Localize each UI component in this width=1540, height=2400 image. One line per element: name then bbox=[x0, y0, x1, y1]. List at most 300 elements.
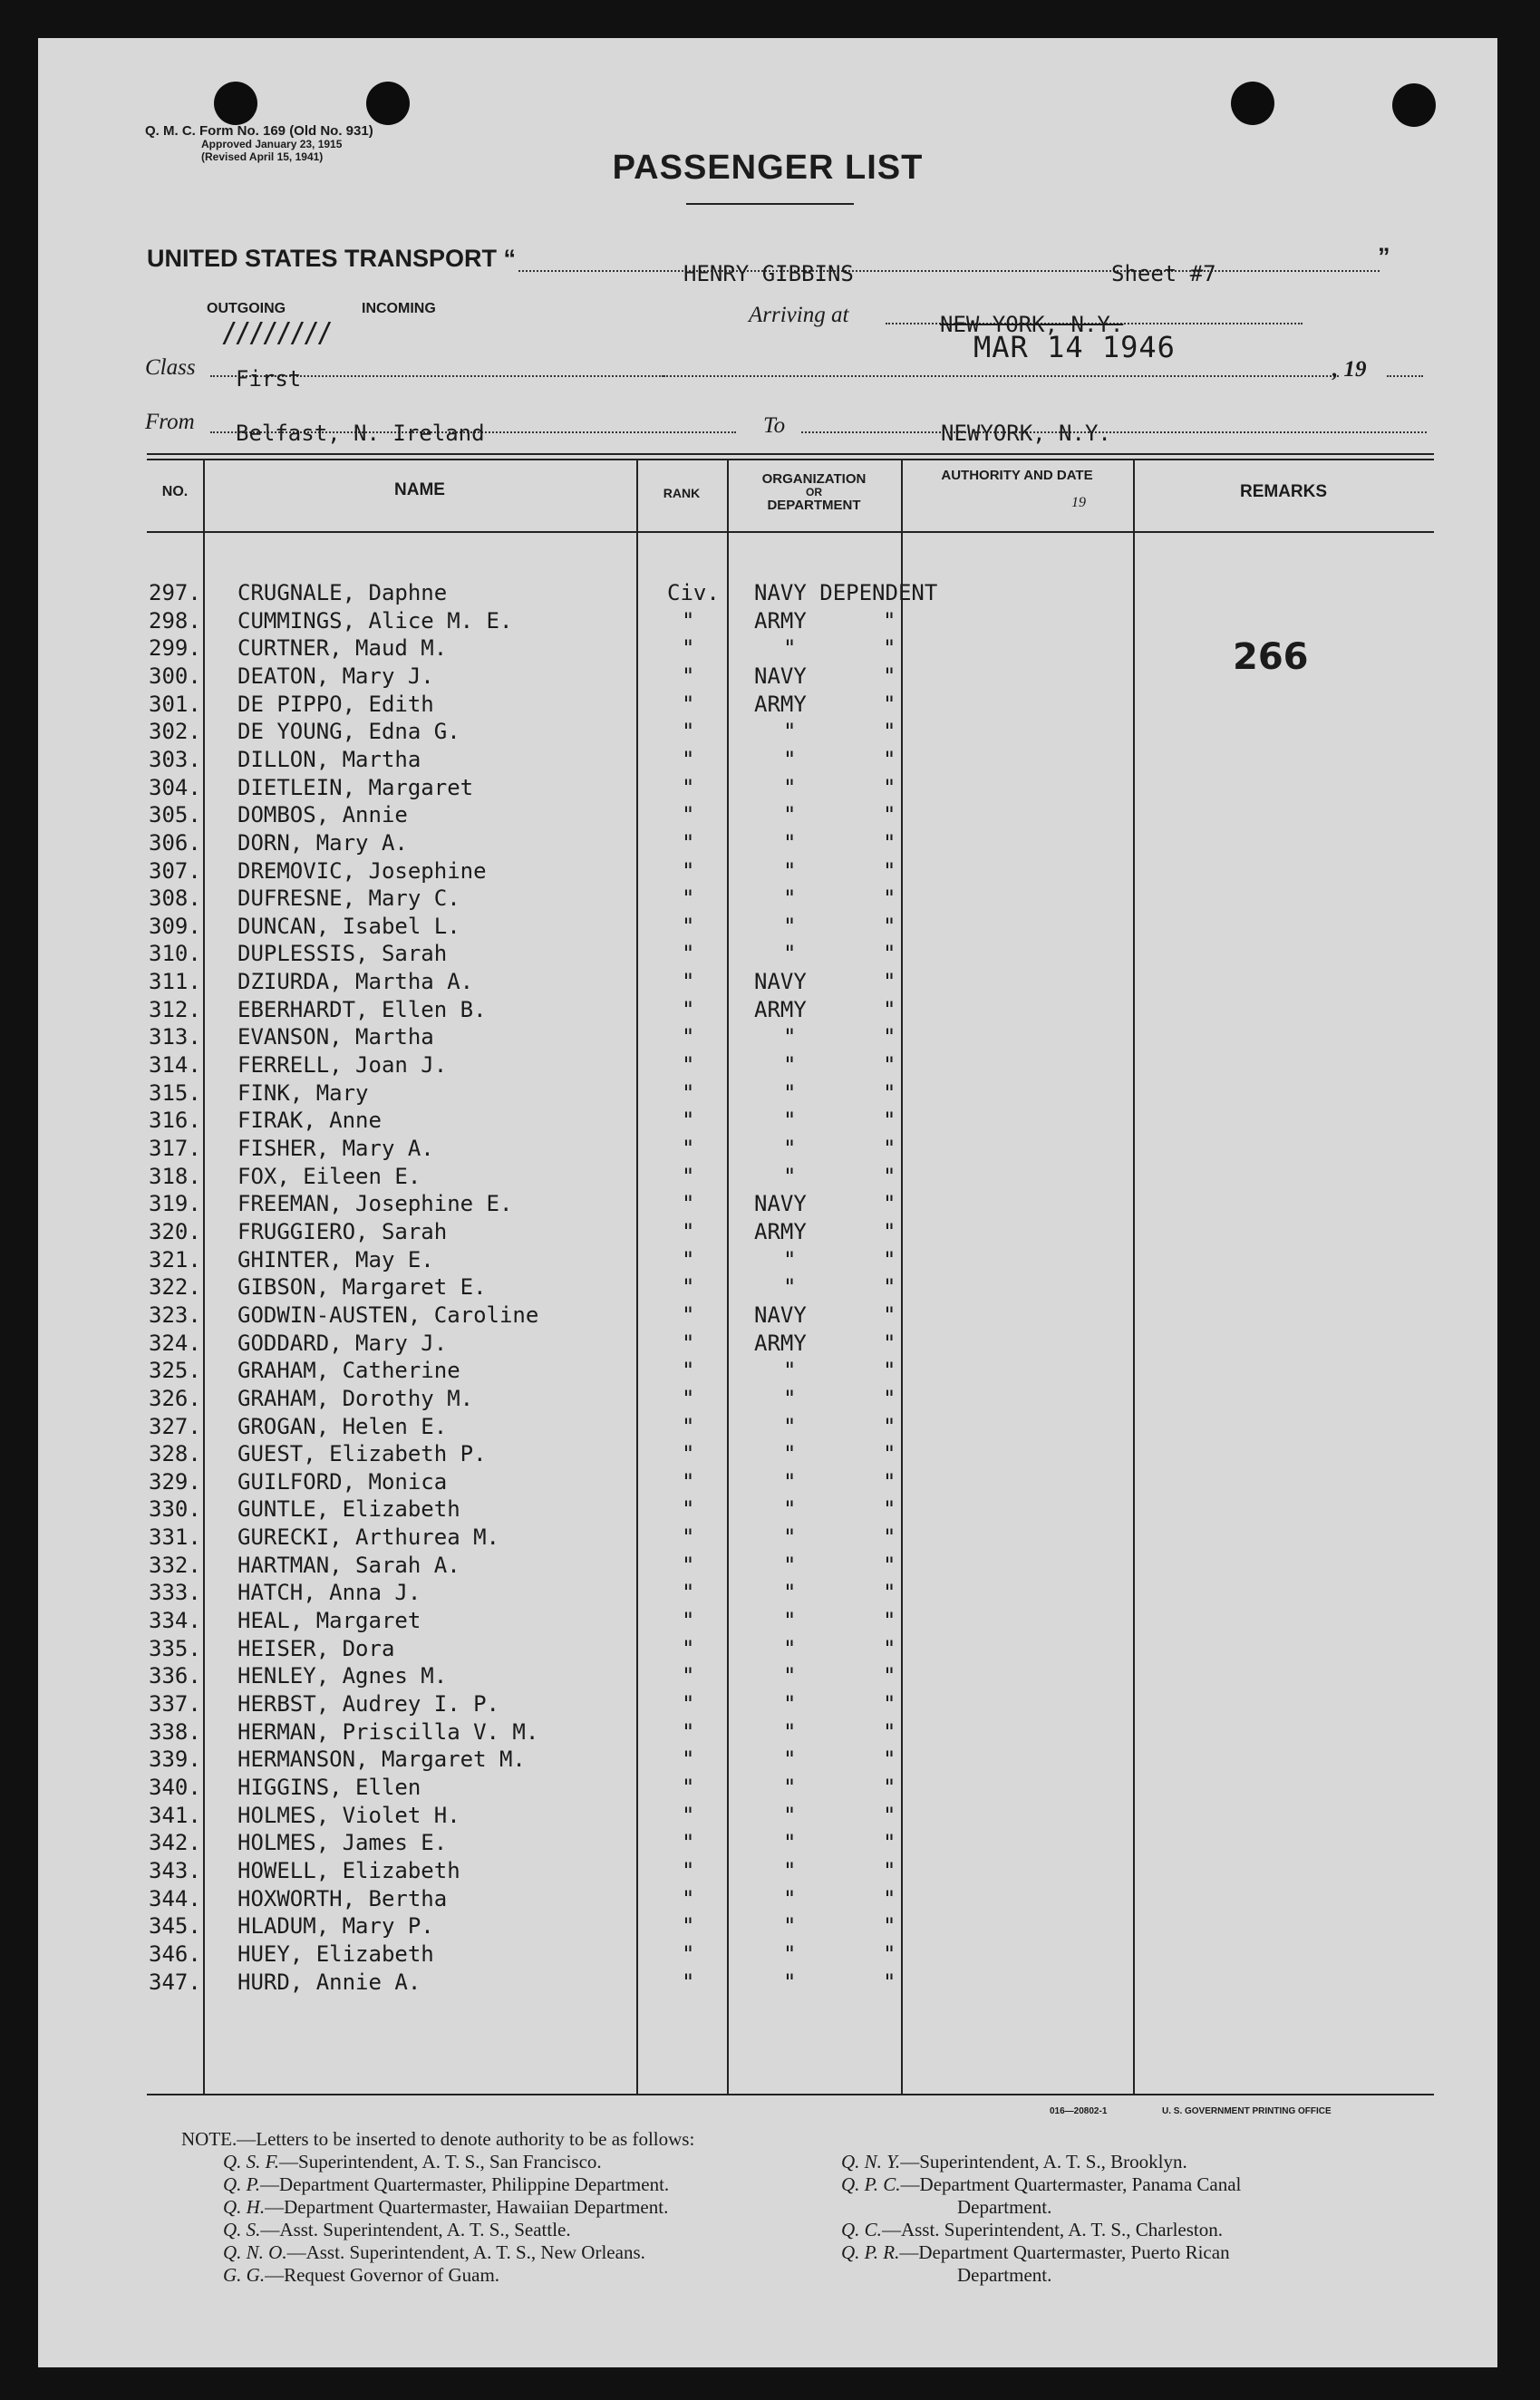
passenger-authority: " bbox=[883, 1830, 896, 1856]
table-row bbox=[38, 1191, 1497, 1218]
table-row bbox=[38, 1331, 1497, 1358]
passenger-rank: " bbox=[682, 746, 695, 772]
passenger-organization: " bbox=[783, 829, 797, 856]
passenger-number: 309. bbox=[149, 913, 201, 939]
table-header-rule bbox=[147, 531, 1434, 533]
table-row bbox=[38, 1219, 1497, 1246]
passenger-organization: " bbox=[783, 1885, 797, 1911]
col-header-name: NAME bbox=[394, 480, 445, 499]
passenger-organization: " bbox=[783, 802, 797, 828]
table-row bbox=[38, 1358, 1497, 1385]
passenger-number: 321. bbox=[149, 1246, 201, 1273]
passenger-number: 336. bbox=[149, 1663, 201, 1689]
passenger-organization: ARMY bbox=[754, 1330, 807, 1356]
passenger-number: 344. bbox=[149, 1885, 201, 1911]
passenger-number: 331. bbox=[149, 1524, 201, 1551]
passenger-organization: NAVY bbox=[754, 969, 807, 995]
col-header-rank: RANK bbox=[663, 486, 701, 500]
passenger-organization: " bbox=[783, 941, 797, 967]
passenger-name: HLADUM, Mary P. bbox=[237, 1913, 434, 1940]
date-dotted-line bbox=[663, 375, 1339, 377]
passenger-number: 329. bbox=[149, 1468, 201, 1495]
passenger-rank: " bbox=[682, 941, 695, 967]
passenger-rank: " bbox=[682, 1747, 695, 1773]
passenger-organization: NAVY DEPENDENT bbox=[754, 580, 938, 605]
passenger-rank: " bbox=[682, 829, 695, 856]
table-row bbox=[38, 1469, 1497, 1496]
note-code: Q. S. F. bbox=[223, 2151, 280, 2173]
note-text: —Department Quartermaster, Panama Canal bbox=[900, 2173, 1242, 2195]
remarks-sheet-count: 266 bbox=[1233, 636, 1309, 678]
passenger-authority: " bbox=[883, 857, 896, 884]
passenger-authority: " bbox=[883, 1608, 896, 1634]
passenger-organization: NAVY bbox=[754, 1302, 807, 1328]
passenger-number: 345. bbox=[149, 1913, 201, 1940]
passenger-authority: " bbox=[883, 607, 896, 634]
passenger-authority: " bbox=[883, 1496, 896, 1523]
from-value: Belfast, N. Ireland bbox=[236, 421, 485, 446]
passenger-authority: " bbox=[883, 1191, 896, 1217]
passenger-rank: " bbox=[682, 691, 695, 717]
passenger-rank: " bbox=[682, 802, 695, 828]
passenger-authority: " bbox=[883, 774, 896, 800]
title-underline bbox=[686, 203, 854, 205]
passenger-rank: Civ. bbox=[667, 580, 720, 605]
passenger-name: HOLMES, Violet H. bbox=[237, 1802, 460, 1828]
passenger-number: 334. bbox=[149, 1608, 201, 1634]
col-header-authority: AUTHORITY AND DATE bbox=[941, 468, 1093, 483]
passenger-name: HATCH, Anna J. bbox=[237, 1580, 421, 1606]
passenger-authority: " bbox=[883, 1246, 896, 1273]
col-header-org-line1: ORGANIZATION bbox=[761, 471, 867, 487]
passenger-number: 324. bbox=[149, 1330, 201, 1356]
table-row bbox=[38, 747, 1497, 774]
transport-close-quote: ” bbox=[1378, 243, 1390, 270]
passenger-rank: " bbox=[682, 1052, 695, 1079]
passenger-organization: " bbox=[783, 1024, 797, 1050]
passenger-authority: " bbox=[883, 1552, 896, 1578]
passenger-organization: " bbox=[783, 1136, 797, 1161]
passenger-name: HERBST, Audrey I. P. bbox=[237, 1691, 499, 1717]
col-header-authority-year: 19 bbox=[1071, 495, 1086, 510]
passenger-organization: " bbox=[783, 719, 797, 745]
passenger-rank: " bbox=[682, 913, 695, 939]
passenger-authority: " bbox=[883, 1079, 896, 1106]
table-row bbox=[38, 1441, 1497, 1468]
passenger-name: HERMANSON, Margaret M. bbox=[237, 1747, 526, 1773]
table-row bbox=[38, 914, 1497, 941]
table-row bbox=[38, 1663, 1497, 1690]
passenger-rank: " bbox=[682, 1358, 695, 1384]
table-row bbox=[38, 885, 1497, 913]
passenger-organization: " bbox=[783, 1663, 797, 1689]
passenger-name: DE YOUNG, Edna G. bbox=[237, 719, 460, 745]
note-line bbox=[223, 2173, 669, 2196]
table-row bbox=[38, 635, 1497, 663]
col-header-organization bbox=[727, 471, 901, 513]
table-row bbox=[38, 1414, 1497, 1441]
passenger-number: 301. bbox=[149, 691, 201, 717]
table-row bbox=[38, 663, 1497, 691]
passenger-number: 320. bbox=[149, 1218, 201, 1244]
note-code: Q. P. R. bbox=[841, 2241, 900, 2263]
passenger-rank: " bbox=[682, 969, 695, 995]
note-text: —Asst. Superintendent, A. T. S., New Orleans. bbox=[286, 2241, 645, 2263]
year-label: , 19 bbox=[1332, 357, 1367, 382]
transport-label: UNITED STATES TRANSPORT “ bbox=[147, 245, 517, 272]
passenger-organization: " bbox=[783, 1079, 797, 1106]
passenger-name: GURECKI, Arthurea M. bbox=[237, 1524, 499, 1551]
passenger-authority: " bbox=[883, 1385, 896, 1411]
passenger-rank: " bbox=[682, 1830, 695, 1856]
passenger-number: 318. bbox=[149, 1163, 201, 1189]
passenger-rank: " bbox=[682, 1552, 695, 1578]
passenger-name: DIETLEIN, Margaret bbox=[237, 774, 474, 800]
passenger-number: 305. bbox=[149, 802, 201, 828]
passenger-number: 300. bbox=[149, 663, 201, 689]
passenger-authority: " bbox=[883, 996, 896, 1022]
passenger-rank: " bbox=[682, 1718, 695, 1745]
table-row bbox=[38, 1024, 1497, 1051]
passenger-organization: " bbox=[783, 1441, 797, 1467]
passenger-number: 307. bbox=[149, 857, 201, 884]
passenger-organization: " bbox=[783, 635, 797, 662]
passenger-name: CRUGNALE, Daphne bbox=[237, 580, 448, 605]
passenger-number: 347. bbox=[149, 1969, 201, 1995]
passenger-organization: " bbox=[783, 1718, 797, 1745]
table-row bbox=[38, 692, 1497, 719]
form-number: Q. M. C. Form No. 169 (Old No. 931) bbox=[145, 123, 373, 139]
table-row bbox=[38, 1164, 1497, 1191]
punch-hole bbox=[366, 82, 410, 125]
note-line bbox=[841, 2219, 1241, 2241]
passenger-organization: " bbox=[783, 1246, 797, 1273]
passenger-number: 341. bbox=[149, 1802, 201, 1828]
passenger-number: 299. bbox=[149, 635, 201, 662]
passenger-name: GODDARD, Mary J. bbox=[237, 1330, 448, 1356]
passenger-name: HIGGINS, Ellen bbox=[237, 1774, 421, 1800]
passenger-name: DORN, Mary A. bbox=[237, 829, 408, 856]
table-row bbox=[38, 1803, 1497, 1830]
table-row bbox=[38, 580, 1497, 607]
passenger-organization: " bbox=[783, 1802, 797, 1828]
passenger-rank: " bbox=[682, 719, 695, 745]
passenger-organization: " bbox=[783, 1468, 797, 1495]
passenger-organization: " bbox=[783, 1913, 797, 1940]
table-row bbox=[38, 830, 1497, 857]
passenger-name: HEISER, Dora bbox=[237, 1635, 395, 1661]
passenger-rank: " bbox=[682, 1913, 695, 1940]
note-code: Q. N. Y. bbox=[841, 2151, 901, 2173]
passenger-number: 346. bbox=[149, 1940, 201, 1967]
passenger-organization: ARMY bbox=[754, 996, 807, 1022]
passenger-organization: " bbox=[783, 1830, 797, 1856]
passenger-name: HEAL, Margaret bbox=[237, 1608, 421, 1634]
passenger-authority: " bbox=[883, 1747, 896, 1773]
table-row bbox=[38, 969, 1497, 996]
passenger-name: GROGAN, Helen E. bbox=[237, 1413, 448, 1439]
passenger-rank: " bbox=[682, 1191, 695, 1217]
passenger-organization: " bbox=[783, 1274, 797, 1301]
passenger-name: DILLON, Martha bbox=[237, 746, 421, 772]
passenger-authority: " bbox=[883, 802, 896, 828]
passenger-rank: " bbox=[682, 635, 695, 662]
passenger-name: HOLMES, James E. bbox=[237, 1830, 448, 1856]
passenger-rank: " bbox=[682, 1969, 695, 1995]
table-row bbox=[38, 1553, 1497, 1580]
note-line bbox=[223, 2219, 669, 2241]
passenger-name: EBERHARDT, Ellen B. bbox=[237, 996, 487, 1022]
transport-name: HENRY GIBBINS bbox=[683, 261, 854, 286]
class-value: First bbox=[236, 366, 302, 392]
passenger-name: DREMOVIC, Josephine bbox=[237, 857, 487, 884]
passenger-rank: " bbox=[682, 1635, 695, 1661]
passenger-number: 303. bbox=[149, 746, 201, 772]
transport-dotted-line bbox=[518, 270, 1380, 272]
passenger-authority: " bbox=[883, 1913, 896, 1940]
table-row bbox=[38, 941, 1497, 968]
passenger-number: 338. bbox=[149, 1718, 201, 1745]
table-row bbox=[38, 1747, 1497, 1774]
passenger-organization: " bbox=[783, 1635, 797, 1661]
passenger-rank: " bbox=[682, 1802, 695, 1828]
table-row bbox=[38, 1719, 1497, 1747]
passenger-authority: " bbox=[883, 1691, 896, 1717]
passenger-name: HOXWORTH, Bertha bbox=[237, 1885, 448, 1911]
passenger-authority: " bbox=[883, 1580, 896, 1606]
table-row bbox=[38, 1080, 1497, 1108]
table-row bbox=[38, 1580, 1497, 1607]
note-intro: NOTE.—Letters to be inserted to denote authority to be as follows: bbox=[181, 2128, 695, 2150]
to-value: NEWYORK, N.Y. bbox=[941, 421, 1111, 446]
passenger-name: HENLEY, Agnes M. bbox=[237, 1663, 448, 1689]
passenger-number: 298. bbox=[149, 607, 201, 634]
passenger-number: 342. bbox=[149, 1830, 201, 1856]
col-header-org-line3: DEPARTMENT bbox=[767, 498, 861, 513]
passenger-authority: " bbox=[883, 1136, 896, 1161]
table-row bbox=[38, 1108, 1497, 1135]
passenger-number: 319. bbox=[149, 1191, 201, 1217]
col-header-no: NO. bbox=[161, 484, 189, 499]
passenger-rank: " bbox=[682, 1246, 695, 1273]
passenger-rank: " bbox=[682, 1608, 695, 1634]
passenger-rank: " bbox=[682, 1274, 695, 1301]
passenger-organization: " bbox=[783, 1774, 797, 1800]
passenger-authority: " bbox=[883, 1274, 896, 1301]
note-line bbox=[223, 2151, 669, 2173]
passenger-organization: " bbox=[783, 913, 797, 939]
passenger-authority: " bbox=[883, 1052, 896, 1079]
passenger-authority: " bbox=[883, 885, 896, 912]
passenger-authority: " bbox=[883, 1441, 896, 1467]
outgoing-label: OUTGOING bbox=[207, 301, 286, 316]
passenger-authority: " bbox=[883, 635, 896, 662]
passenger-organization: " bbox=[783, 1108, 797, 1134]
passenger-name: GUEST, Elizabeth P. bbox=[237, 1441, 487, 1467]
table-row bbox=[38, 1386, 1497, 1413]
passenger-rank: " bbox=[682, 1302, 695, 1328]
passenger-name: CUMMINGS, Alice M. E. bbox=[237, 607, 513, 634]
passenger-organization: " bbox=[783, 1358, 797, 1384]
passenger-name: DZIURDA, Martha A. bbox=[237, 969, 474, 995]
passenger-name: FERRELL, Joan J. bbox=[237, 1052, 448, 1079]
passenger-number: 313. bbox=[149, 1024, 201, 1050]
table-row bbox=[38, 1496, 1497, 1524]
passenger-rank: " bbox=[682, 1385, 695, 1411]
passenger-rank: " bbox=[682, 1524, 695, 1551]
table-row bbox=[38, 1969, 1497, 1997]
table-row bbox=[38, 1691, 1497, 1718]
passenger-organization: " bbox=[783, 1747, 797, 1773]
passenger-number: 302. bbox=[149, 719, 201, 745]
passenger-name: DE PIPPO, Edith bbox=[237, 691, 434, 717]
passenger-name: HUEY, Elizabeth bbox=[237, 1940, 434, 1967]
table-row bbox=[38, 719, 1497, 746]
punch-hole bbox=[1392, 83, 1436, 127]
passenger-rank: " bbox=[682, 996, 695, 1022]
form-revised: (Revised April 15, 1941) bbox=[201, 150, 324, 163]
passenger-name: HOWELL, Elizabeth bbox=[237, 1857, 460, 1883]
passenger-authority: " bbox=[883, 1302, 896, 1328]
passenger-rank: " bbox=[682, 1441, 695, 1467]
passenger-organization: " bbox=[783, 1940, 797, 1967]
passenger-authority: " bbox=[883, 1024, 896, 1050]
passenger-name: FOX, Eileen E. bbox=[237, 1163, 421, 1189]
passenger-number: 343. bbox=[149, 1857, 201, 1883]
passenger-number: 304. bbox=[149, 774, 201, 800]
passenger-number: 340. bbox=[149, 1774, 201, 1800]
passenger-authority: " bbox=[883, 1163, 896, 1189]
passenger-authority: " bbox=[883, 1774, 896, 1800]
from-label: From bbox=[145, 410, 195, 434]
passenger-name: HURD, Annie A. bbox=[237, 1969, 421, 1995]
passenger-authority: " bbox=[883, 1718, 896, 1745]
passenger-number: 316. bbox=[149, 1108, 201, 1134]
passenger-organization: " bbox=[783, 746, 797, 772]
passenger-name: GIBSON, Margaret E. bbox=[237, 1274, 487, 1301]
col-header-org-line2: OR bbox=[806, 486, 822, 498]
passenger-organization: NAVY bbox=[754, 663, 807, 689]
passenger-name: DOMBOS, Annie bbox=[237, 802, 408, 828]
passenger-authority: " bbox=[883, 941, 896, 967]
to-label: To bbox=[763, 413, 786, 438]
passenger-number: 317. bbox=[149, 1136, 201, 1161]
passenger-authority: " bbox=[883, 913, 896, 939]
table-row bbox=[38, 1274, 1497, 1302]
class-label: Class bbox=[145, 355, 196, 380]
passenger-name: FRUGGIERO, Sarah bbox=[237, 1218, 448, 1244]
table-row bbox=[38, 802, 1497, 829]
passenger-number: 326. bbox=[149, 1385, 201, 1411]
note-text: —Request Governor of Guam. bbox=[265, 2264, 500, 2286]
passenger-number: 333. bbox=[149, 1580, 201, 1606]
table-top-rule bbox=[147, 453, 1434, 455]
passenger-name: FIRAK, Anne bbox=[237, 1108, 382, 1134]
passenger-number: 327. bbox=[149, 1413, 201, 1439]
note-code: Q. P. C. bbox=[841, 2173, 901, 2195]
punch-hole bbox=[214, 82, 257, 125]
passenger-organization: ARMY bbox=[754, 691, 807, 717]
passenger-organization: " bbox=[783, 1857, 797, 1883]
passenger-name: EVANSON, Martha bbox=[237, 1024, 434, 1050]
note-code: Q. H. bbox=[223, 2196, 266, 2218]
passenger-name: DEATON, Mary J. bbox=[237, 663, 434, 689]
passenger-rank: " bbox=[682, 1108, 695, 1134]
passenger-organization: " bbox=[783, 1691, 797, 1717]
passenger-rank: " bbox=[682, 663, 695, 689]
passenger-organization: " bbox=[783, 1580, 797, 1606]
passenger-number: 339. bbox=[149, 1747, 201, 1773]
punch-hole bbox=[1231, 82, 1274, 125]
passenger-name: DUPLESSIS, Sarah bbox=[237, 941, 448, 967]
note-line bbox=[223, 2264, 669, 2287]
passenger-number: 310. bbox=[149, 941, 201, 967]
passenger-name: GRAHAM, Catherine bbox=[237, 1358, 460, 1384]
passenger-authority: " bbox=[883, 1857, 896, 1883]
note-line bbox=[223, 2241, 669, 2264]
table-row bbox=[38, 1913, 1497, 1940]
passenger-number: 337. bbox=[149, 1691, 201, 1717]
to-dotted-line bbox=[801, 431, 1427, 433]
passenger-authority: " bbox=[883, 746, 896, 772]
passenger-organization: " bbox=[783, 1413, 797, 1439]
passenger-number: 332. bbox=[149, 1552, 201, 1578]
passenger-rank: " bbox=[682, 1024, 695, 1050]
note-line bbox=[223, 2196, 669, 2219]
passenger-rank: " bbox=[682, 1580, 695, 1606]
table-row bbox=[38, 1524, 1497, 1552]
note-line bbox=[841, 2151, 1241, 2173]
passenger-organization: ARMY bbox=[754, 1218, 807, 1244]
passenger-number: 315. bbox=[149, 1079, 201, 1106]
passenger-name: FINK, Mary bbox=[237, 1079, 369, 1106]
passenger-rank: " bbox=[682, 1857, 695, 1883]
passenger-name: HARTMAN, Sarah A. bbox=[237, 1552, 460, 1578]
passenger-rank: " bbox=[682, 1940, 695, 1967]
note-text: —Department Quartermaster, Philippine Department. bbox=[260, 2173, 670, 2195]
notes-right-column bbox=[841, 2151, 1241, 2287]
table-row bbox=[38, 1052, 1497, 1079]
passenger-name: HERMAN, Priscilla V. M. bbox=[237, 1718, 539, 1745]
table-row bbox=[38, 1886, 1497, 1913]
note-text: —Asst. Superintendent, A. T. S., Seattle. bbox=[260, 2219, 571, 2240]
page-title: PASSENGER LIST bbox=[612, 149, 924, 187]
passenger-number: 335. bbox=[149, 1635, 201, 1661]
passenger-authority: " bbox=[883, 1885, 896, 1911]
table-row bbox=[38, 775, 1497, 802]
note-code: Q. P. bbox=[223, 2173, 261, 2195]
arriving-value: NEW YORK, N.Y. bbox=[940, 312, 1124, 337]
passenger-authority: " bbox=[883, 969, 896, 995]
passenger-rank: " bbox=[682, 1885, 695, 1911]
passenger-number: 314. bbox=[149, 1052, 201, 1079]
note-continuation: Department. bbox=[957, 2196, 1052, 2218]
passenger-number: 325. bbox=[149, 1358, 201, 1384]
passenger-authority: " bbox=[883, 1969, 896, 1995]
note-line bbox=[841, 2241, 1241, 2264]
table-top-rule-2 bbox=[147, 459, 1434, 460]
table-row bbox=[38, 858, 1497, 885]
date-stamp: MAR 14 1946 bbox=[973, 330, 1176, 364]
passenger-rank: " bbox=[682, 1468, 695, 1495]
passenger-authority: " bbox=[883, 691, 896, 717]
passenger-name: GUILFORD, Monica bbox=[237, 1468, 448, 1495]
passenger-rank: " bbox=[682, 1691, 695, 1717]
passenger-rank: " bbox=[682, 1163, 695, 1189]
passenger-name: GRAHAM, Dorothy M. bbox=[237, 1385, 474, 1411]
passenger-rank: " bbox=[682, 1330, 695, 1356]
passenger-organization: " bbox=[783, 1608, 797, 1634]
